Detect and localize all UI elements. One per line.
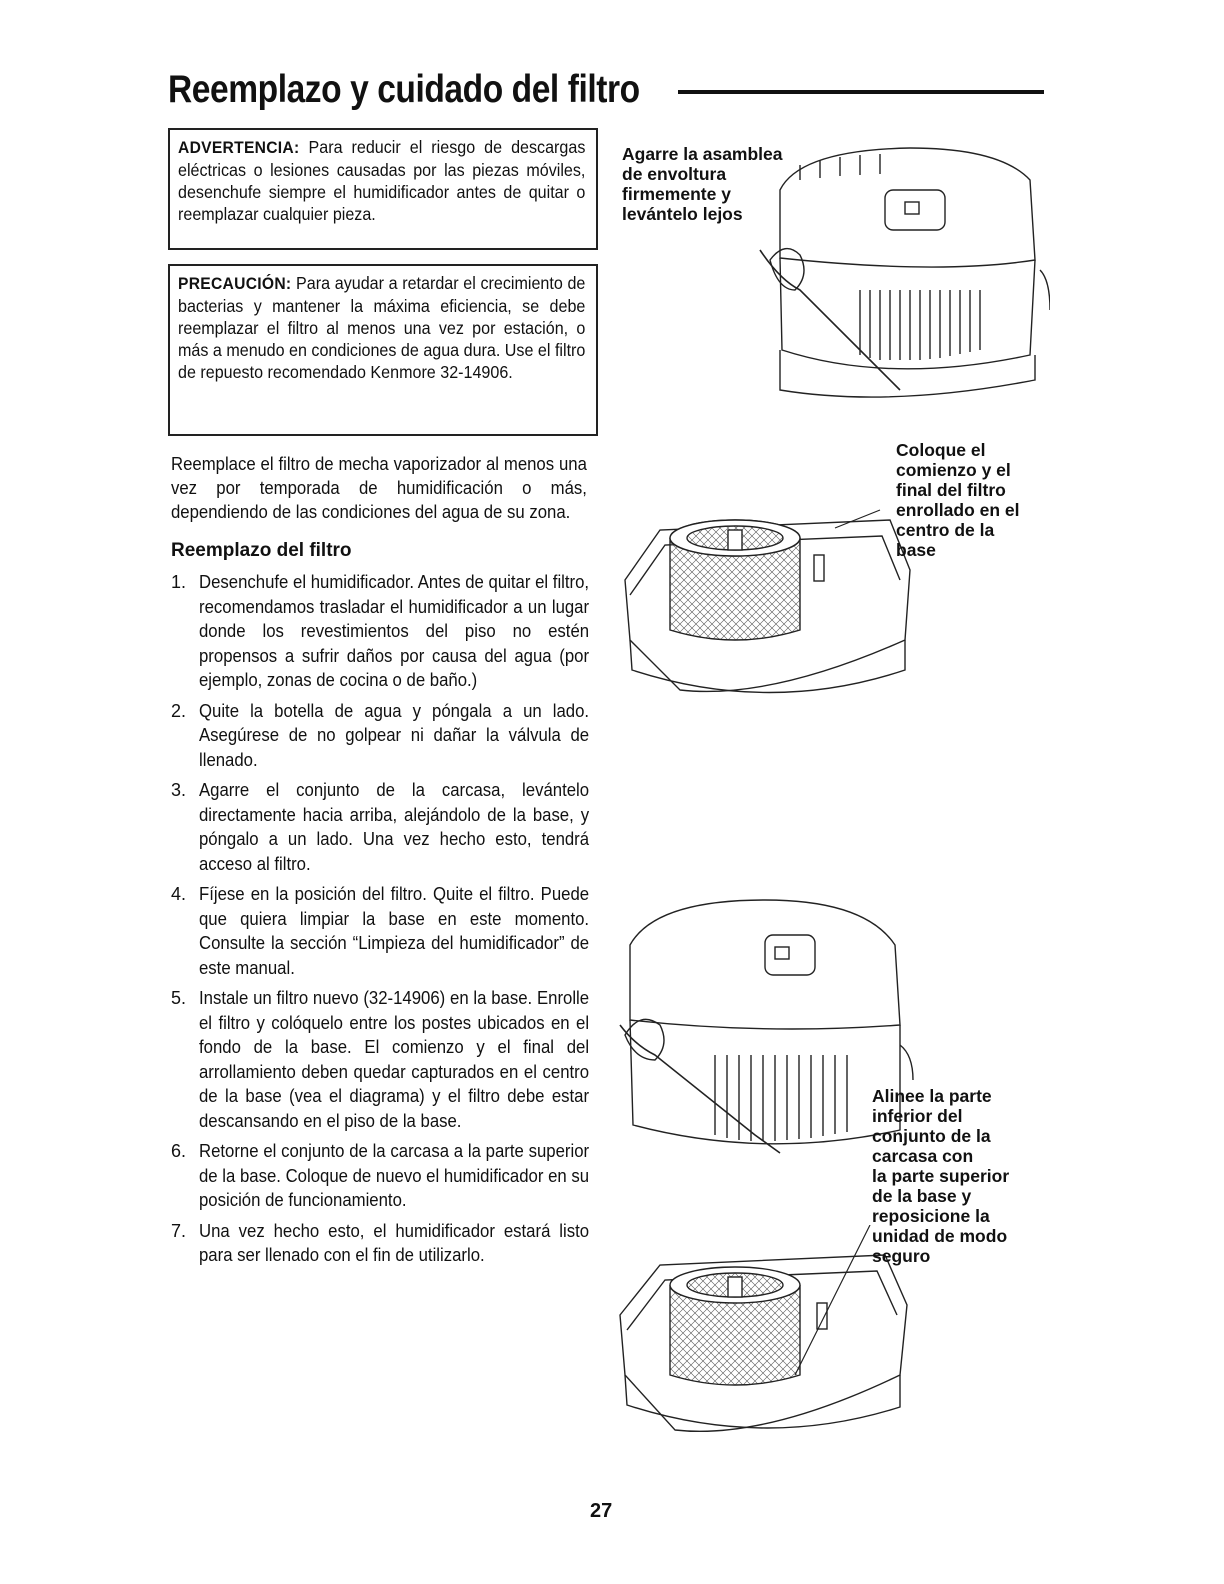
callout-place: Coloque el comienzo y el final del filtro enrollado en el centro de la base: [896, 440, 1020, 560]
callout-lift: Agarre la asamblea de envoltura firmemente y levántelo lejos: [622, 144, 783, 224]
callout-align: Alinee la parte inferior del conjunto de la carcasa con la parte superior de la base y reposicione la unidad de modo seguro: [872, 1086, 1010, 1266]
list-item: 7. Una vez hecho esto, el humidificador estará listo para ser llenado con el fin de utilizarlo.: [171, 1220, 590, 1265]
illustration-lift-housing: [740, 140, 1050, 410]
intro-paragraph: Reemplace el filtro de mecha vaporizador al menos una vez por temporada de humidificación o más, dependiendo de las condiciones del agua de su zona.: [171, 454, 587, 522]
illustration-align-housing: [615, 895, 915, 1155]
title-rule: [678, 90, 1044, 94]
illustration-filter-base: [620, 500, 920, 700]
caution-box: [168, 264, 598, 436]
illustration-base-lower: [615, 1225, 915, 1440]
page-number: 27: [590, 1500, 613, 1522]
list-item: 4. Fíjese en la posición del filtro. Quite el filtro. Puede que quiera limpiar la base en este momento. Consulte la sección “Limpieza del humidificador” de este manual.: [171, 884, 590, 978]
warning-text: Para reducir el riesgo de descargas eléctricas o lesiones causadas por las piezas móviles, desenchufe siempre el humidificador antes de quitar o reemplazar cualquier pieza.: [178, 137, 586, 224]
list-item: 3. Agarre el conjunto de la carcasa, levántelo directamente hacia arriba, alejándolo de la base, y póngalo a un lado. Una vez hecho esto, tendrá acceso al filtro.: [171, 780, 590, 874]
warning-box: [168, 128, 598, 250]
page-title: Reemplazo y cuidado del filtro: [168, 68, 640, 111]
caution-text: Para ayudar a retardar el crecimiento de bacterias y mantener la máxima eficiencia, se debe reemplazar el filtro al menos una vez por estación, o más a menudo en condiciones de agua dura. Use el filtro de repuesto recomendado Kenmore 32-14906.: [178, 273, 586, 382]
steps-list: [171, 570, 591, 1274]
caution-lead: PRECAUCIÓN:: [178, 274, 292, 293]
warning-lead: ADVERTENCIA:: [178, 138, 300, 157]
list-item: 2. Quite la botella de agua y póngala a un lado. Asegúrese de no golpear ni dañar la válvula de llenado.: [171, 700, 590, 770]
list-item: 6. Retorne el conjunto de la carcasa a la parte superior de la base. Coloque de nuevo el humidificador en su posición de funcionamiento.: [171, 1141, 590, 1210]
list-item: 1. Desenchufe el humidificador. Antes de quitar el filtro, recomendamos trasladar el humidificador a un lugar donde los revestimientos del piso no estén propensos a sufrir daños por causa del agua (por ejemplo, zonas de cocina o de baño.): [171, 572, 590, 690]
list-item: 5. Instale un filtro nuevo (32-14906) en la base. Enrolle el filtro y colóquelo entre los postes ubicados en el fondo de la base. El comienzo y el final del arrollamiento deben quedar capturados en el centro de la base (vea el diagrama) y el filtro debe estar descansando en el piso de la base.: [171, 988, 590, 1131]
section-heading: Reemplazo del filtro: [171, 540, 352, 561]
